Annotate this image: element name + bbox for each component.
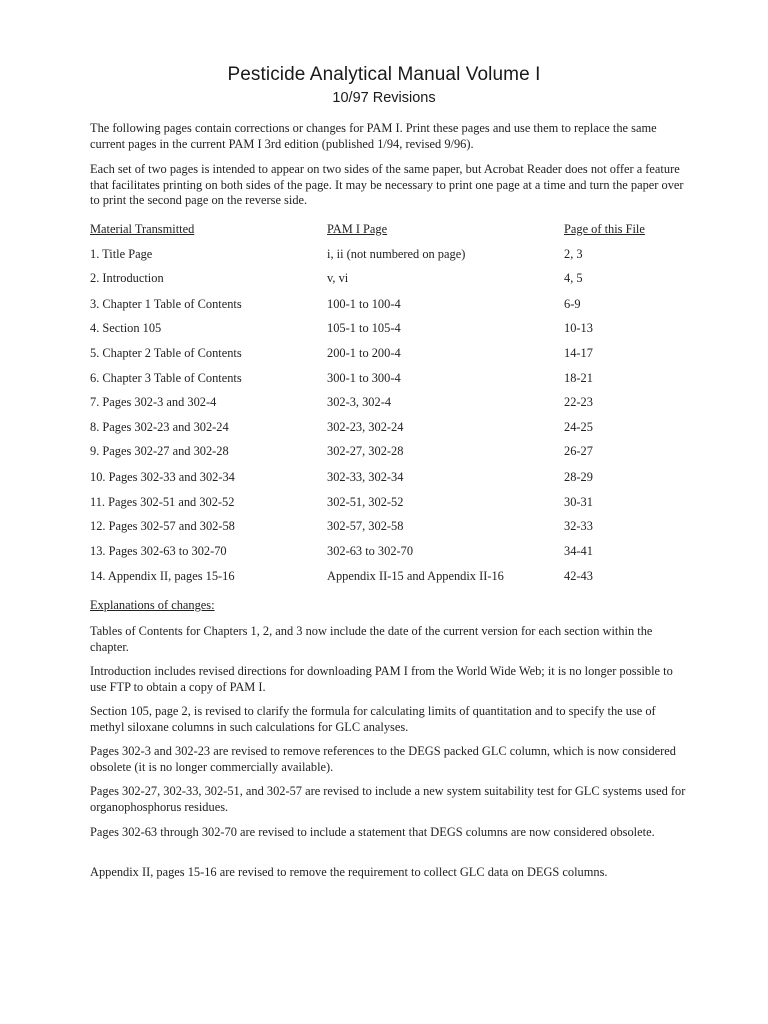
cell-file-page: 34-41 [564, 544, 593, 558]
explanation-paragraph: Introduction includes revised directions for downloading PAM I from the World Wide Web; it is no longer possible to use FTP to obtain a copy of PAM I. [90, 664, 673, 694]
cell-pam-page: 302-3, 302-4 [327, 395, 392, 409]
cell-material: 11. Pages 302-51 and 302-52 [90, 495, 235, 509]
cell-material: 4. Section 105 [90, 321, 162, 335]
cell-file-page: 10-13 [564, 321, 593, 335]
cell-file-page: 30-31 [564, 495, 593, 509]
cell-material: 8. Pages 302-23 and 302-24 [90, 420, 229, 434]
intro-paragraph: The following pages contain corrections or changes for PAM I. Print these pages and use them to replace the same current pages in the current PAM I 3rd edition (published 1/94, revised 9/96). [90, 121, 657, 151]
cell-material: 12. Pages 302-57 and 302-58 [90, 519, 235, 533]
cell-material: 9. Pages 302-27 and 302-28 [90, 444, 229, 458]
table-row [90, 395, 690, 411]
cell-pam-page: 105-1 to 105-4 [327, 321, 401, 335]
cell-file-page: 14-17 [564, 346, 593, 360]
explanation-paragraph: Tables of Contents for Chapters 1, 2, and 3 now include the date of the current version for each section within the chapter. [90, 624, 653, 654]
cell-pam-page: 300-1 to 300-4 [327, 371, 401, 385]
cell-pam-page: 200-1 to 200-4 [327, 346, 401, 360]
cell-material: 6. Chapter 3 Table of Contents [90, 371, 242, 385]
cell-pam-page: 302-33, 302-34 [327, 470, 404, 484]
table-row [90, 420, 690, 436]
cell-file-page: 42-43 [564, 569, 593, 583]
table-row [90, 371, 690, 387]
table-row [90, 247, 690, 263]
cell-pam-page: v, vi [327, 271, 349, 285]
cell-file-page: 22-23 [564, 395, 593, 409]
cell-pam-page: 302-23, 302-24 [327, 420, 404, 434]
table-row [90, 346, 690, 362]
cell-pam-page: 100-1 to 100-4 [327, 297, 401, 311]
cell-file-page: 4, 5 [564, 271, 583, 285]
page-subtitle: 10/97 Revisions [332, 90, 436, 106]
explanation-paragraph: Pages 302-27, 302-33, 302-51, and 302-57 are revised to include a new system suitability test for GLC systems used for organophosphorus residues. [90, 784, 686, 814]
cell-material: 2. Introduction [90, 271, 164, 285]
cell-file-page: 6-9 [564, 297, 581, 311]
explanation-paragraph: Appendix II, pages 15-16 are revised to remove the requirement to collect GLC data on DEGS columns. [90, 865, 608, 879]
explanations-heading: Explanations of changes: [90, 598, 215, 612]
intro-paragraph: Each set of two pages is intended to appear on two sides of the same paper, but Acrobat Reader does not offer a feature that facilitates printing on both sides of the page. It may be necessary to print one page at a time and turn the paper over to print the second page on the reverse side. [90, 162, 684, 208]
table-row [90, 297, 690, 313]
column-header-material: Material Transmitted [90, 222, 195, 236]
cell-file-page: 18-21 [564, 371, 593, 385]
cell-material: 1. Title Page [90, 247, 153, 261]
table-row [90, 495, 690, 511]
cell-file-page: 28-29 [564, 470, 593, 484]
table-row [90, 569, 690, 585]
column-header-file-page: Page of this File [564, 222, 645, 236]
table-row [90, 519, 690, 535]
explanation-paragraph: Section 105, page 2, is revised to clarify the formula for calculating limits of quantitation and to specify the use of methyl siloxane columns in such calculations for GLC analyses. [90, 704, 656, 734]
table-row [90, 321, 690, 337]
page-title: Pesticide Analytical Manual Volume I [227, 64, 541, 85]
cell-file-page: 24-25 [564, 420, 593, 434]
cell-pam-page: 302-57, 302-58 [327, 519, 404, 533]
cell-material: 10. Pages 302-33 and 302-34 [90, 470, 235, 484]
table-row [90, 271, 690, 287]
table-row [90, 470, 690, 486]
cell-pam-page: 302-27, 302-28 [327, 444, 404, 458]
cell-material: 7. Pages 302-3 and 302-4 [90, 395, 217, 409]
table-row [90, 444, 690, 460]
cell-pam-page: 302-51, 302-52 [327, 495, 404, 509]
explanation-paragraph: Pages 302-3 and 302-23 are revised to remove references to the DEGS packed GLC column, which is now considered obsolete (it is no longer commercially available). [90, 744, 676, 774]
cell-pam-page: i, ii (not numbered on page) [327, 247, 466, 261]
cell-file-page: 2, 3 [564, 247, 583, 261]
explanation-paragraph: Pages 302-63 through 302-70 are revised to include a statement that DEGS columns are now considered obsolete. [90, 825, 655, 839]
table-row [90, 544, 690, 560]
cell-material: 3. Chapter 1 Table of Contents [90, 297, 242, 311]
cell-file-page: 26-27 [564, 444, 593, 458]
cell-material: 13. Pages 302-63 to 302-70 [90, 544, 227, 558]
cell-material: 14. Appendix II, pages 15-16 [90, 569, 235, 583]
cell-pam-page: Appendix II-15 and Appendix II-16 [327, 569, 504, 583]
cell-file-page: 32-33 [564, 519, 593, 533]
column-header-pam-page: PAM I Page [327, 222, 388, 236]
cell-pam-page: 302-63 to 302-70 [327, 544, 414, 558]
cell-material: 5. Chapter 2 Table of Contents [90, 346, 242, 360]
